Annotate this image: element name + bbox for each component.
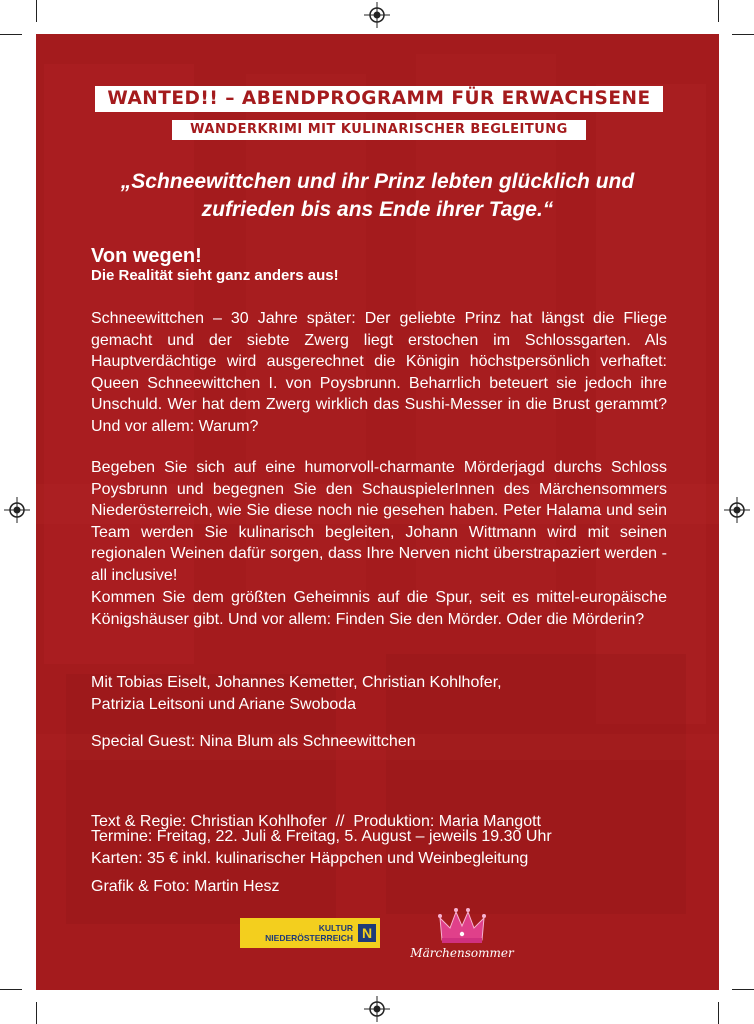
dates-line: Termine: Freitag, 22. Juli & Freitag, 5. August – jeweils 19.30 Uhr [91,828,552,845]
quote-line: zufrieden bis ans Ende ihrer Tage.“ [201,198,554,221]
registration-mark-icon [4,497,30,523]
registration-mark-icon [364,2,390,28]
crown-icon [436,906,488,946]
tickets-line: Karten: 35 € inkl. kulinarischer Häppchen und Weinbegleitung [91,849,529,867]
credits-line: Text & Regie: Christian Kohlhofer // Produktion: Maria Mangott [91,813,541,830]
cast-line: Patrizia Leitsoni und Ariane Swoboda [91,695,357,713]
special-guest: Special Guest: Nina Blum als Schneewittchen [91,733,416,750]
subheading: Die Realität sieht ganz anders aus! [91,267,339,284]
trim-mark [718,1002,719,1024]
kultur-logo-line: NIEDERÖSTERREICH [265,933,353,943]
banner-title: WANTED!! – ABENDPROGRAMM FÜR ERWACHSENE [95,86,663,112]
event-info [91,826,667,869]
registration-mark-icon [364,996,390,1022]
maerchensommer-logo [406,906,518,964]
credits-line: Grafik & Foto: Martin Hesz [91,877,280,895]
trim-mark [0,989,22,990]
paragraph-mystery: Kommen Sie dem größten Geheimnis auf die Spur, seit es mittel-europäische Königshäuser gibt. Und vor allem: Finden Sie den Mörder. Oder die Mörderin? [91,589,667,628]
kultur-niederoesterreich-logo [240,918,380,948]
n-mark-icon: N [358,924,376,942]
kultur-logo-line: KULTUR [318,923,353,933]
trim-mark [36,0,37,22]
paragraph-story: Schneewittchen – 30 Jahre später: Der geliebte Prinz hat längst die Fliege gemacht und der siebte Zwerg liegt erstochen im Schlossgarten. Als Hauptverdächtige wird ausgerechnet die Königin höchstpersönlich verhaftet: Queen Schneewittchen I. von Poysbrunn. Beharrlich beteuert sie jedoch ihre Unschuld. Wer hat dem Zwerg wirklich das Sushi-Messer in die Brust gerammt? Und vor allem: Warum? [91,310,667,435]
heading: Von wegen! [91,245,202,267]
cast [91,672,667,715]
flyer-card [36,34,719,990]
trim-mark [732,989,754,990]
cast-line: Mit Tobias Eiselt, Johannes Kemetter, Christian Kohlhofer, [91,674,502,691]
quote [56,168,699,224]
trim-mark [732,34,754,35]
maerchensommer-wordmark: Märchensommer [410,946,514,960]
kultur-logo-text [265,923,353,943]
trim-mark [718,0,719,22]
trim-mark [36,1002,37,1024]
trim-mark [0,34,22,35]
banner-subtitle: WANDERKRIMI MIT KULINARISCHER BEGLEITUNG [172,120,586,140]
paragraph-invitation: Begeben Sie sich auf eine humorvoll-charmante Mörderjagd durchs Schloss Poysbrunn und begegnen Sie den SchauspielerInnen des Märchensommers Niederösterreich, wie Sie diese noch nie gesehen haben. Peter Halama und sein Team werden Sie kulinarisch begleiten, Johann Wittmann wird mit seinen regionalen Weinen dafür sorgen, dass Ihre Nerven nicht überstrapaziert werden - all inclusive! [91,459,667,584]
quote-line: „Schneewittchen und ihr Prinz lebten glücklich und [120,170,635,193]
registration-mark-icon [724,497,750,523]
